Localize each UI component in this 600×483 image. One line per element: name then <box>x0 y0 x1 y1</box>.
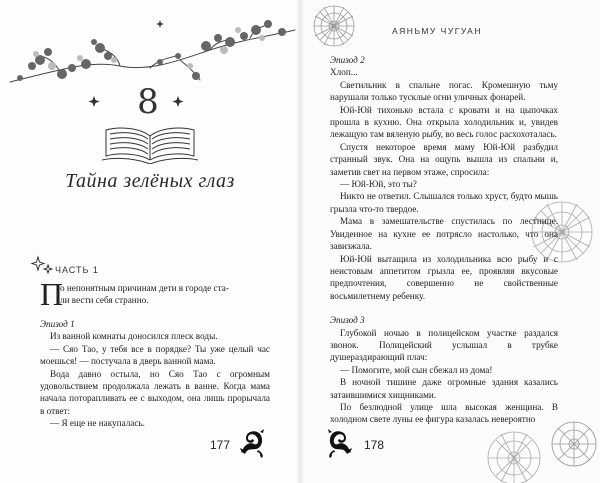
running-header-author: АЯНЬМУ ЧУГУАН <box>392 26 482 36</box>
dragon-icon <box>236 426 270 460</box>
paragraph: Из ванной комнаты доносился плеск воды. <box>50 331 218 342</box>
paragraph: Мама в замешательстве спустилась по лестнице. Увиденное на кухне ее потрясло настолько, что она завизжала. <box>330 216 558 252</box>
page-number: 178 <box>364 438 385 452</box>
paragraph: Юй-Юй тихонько встала с кровати и на цыпочках прошла в кухню. Она открыла холодильник и, увидев лежащую там вяленую рыбу, во весь голос расхохоталась. <box>330 104 558 140</box>
paragraph: Светильник в спальне погас. Кромешную тьму нарушали только тусклые огни уличных фонарей. <box>330 79 558 103</box>
paragraph: Юй-Юй вытащила из холодильника всю рыбу и с неистовым аппетитом грызла ее, проявляя вкусовые предпочтения, совершенно не свойственные восьмилетнему ребенку. <box>330 253 558 301</box>
episode-2-title: Эпизод 2 <box>330 55 365 65</box>
paragraph: По безлюдной улице шла высокая женщина. В холодном свете луны ее фигура казалась невероятно <box>330 401 558 425</box>
left-page-text <box>40 276 270 430</box>
paper-fan-ornament <box>312 4 356 48</box>
right-page <box>300 0 600 483</box>
book-gutter <box>296 0 304 483</box>
right-page-text <box>330 54 558 426</box>
chapter-title: Тайна зелёных глаз <box>65 170 235 192</box>
dragon-icon <box>322 426 356 460</box>
part-label: ЧАСТЬ 1 <box>55 265 99 275</box>
drop-cap: П <box>40 276 64 312</box>
paragraph: Никто не ответил. Слышался только хруст, будто мышь грызла что-то твердое. <box>330 191 558 214</box>
sparkle-icon <box>30 253 58 275</box>
paragraph: Спустя некоторое время маму Юй-Юй разбудил странный звук. Она на ощупь вышла из спальни и, заметив свет на первом этаже, спросила: <box>330 141 558 177</box>
paragraph: — Сяо Тао, у тебя все в порядке? Ты уже целый час моешься! — постучала в дверь ванной мама. <box>40 343 270 367</box>
page-number: 177 <box>210 438 231 452</box>
paper-fan-ornament <box>486 430 542 483</box>
paragraph: Вода давно остыла, но Сяо Тао с огромным удовольствием продолжала лежать в ванне. Когда мама начала поторапливать ее с выходом, она лишь прорычала в ответ: <box>40 368 270 416</box>
paragraph: — Юй-Юй, это ты? <box>340 179 417 190</box>
paper-fan-ornament <box>550 420 598 468</box>
chapter-number: 8 <box>137 82 159 122</box>
opening-line-2: ли вести себя странно. <box>60 295 149 306</box>
paragraph: В ночной тишине даже огромные здания казались затаившимися хищниками. <box>330 377 558 400</box>
episode-1-title: Эпизод 1 <box>40 319 75 329</box>
paragraph: Глубокой ночью в полицейском участке раздался звонок. Полицейский услышал в трубке душераздирающий плач: <box>330 327 558 363</box>
open-book-icon <box>100 122 200 164</box>
paragraph: — Помогите, мой сын сбежал из дома! <box>340 364 493 375</box>
opening-line-1: о непонятным причинам дети в городе ста- <box>60 283 229 293</box>
paragraph: — Я еще не накупалась. <box>50 418 145 429</box>
episode-3-title: Эпизод 3 <box>330 315 365 326</box>
paragraph: Хлоп... <box>330 67 358 78</box>
opening-paragraph <box>40 276 270 312</box>
